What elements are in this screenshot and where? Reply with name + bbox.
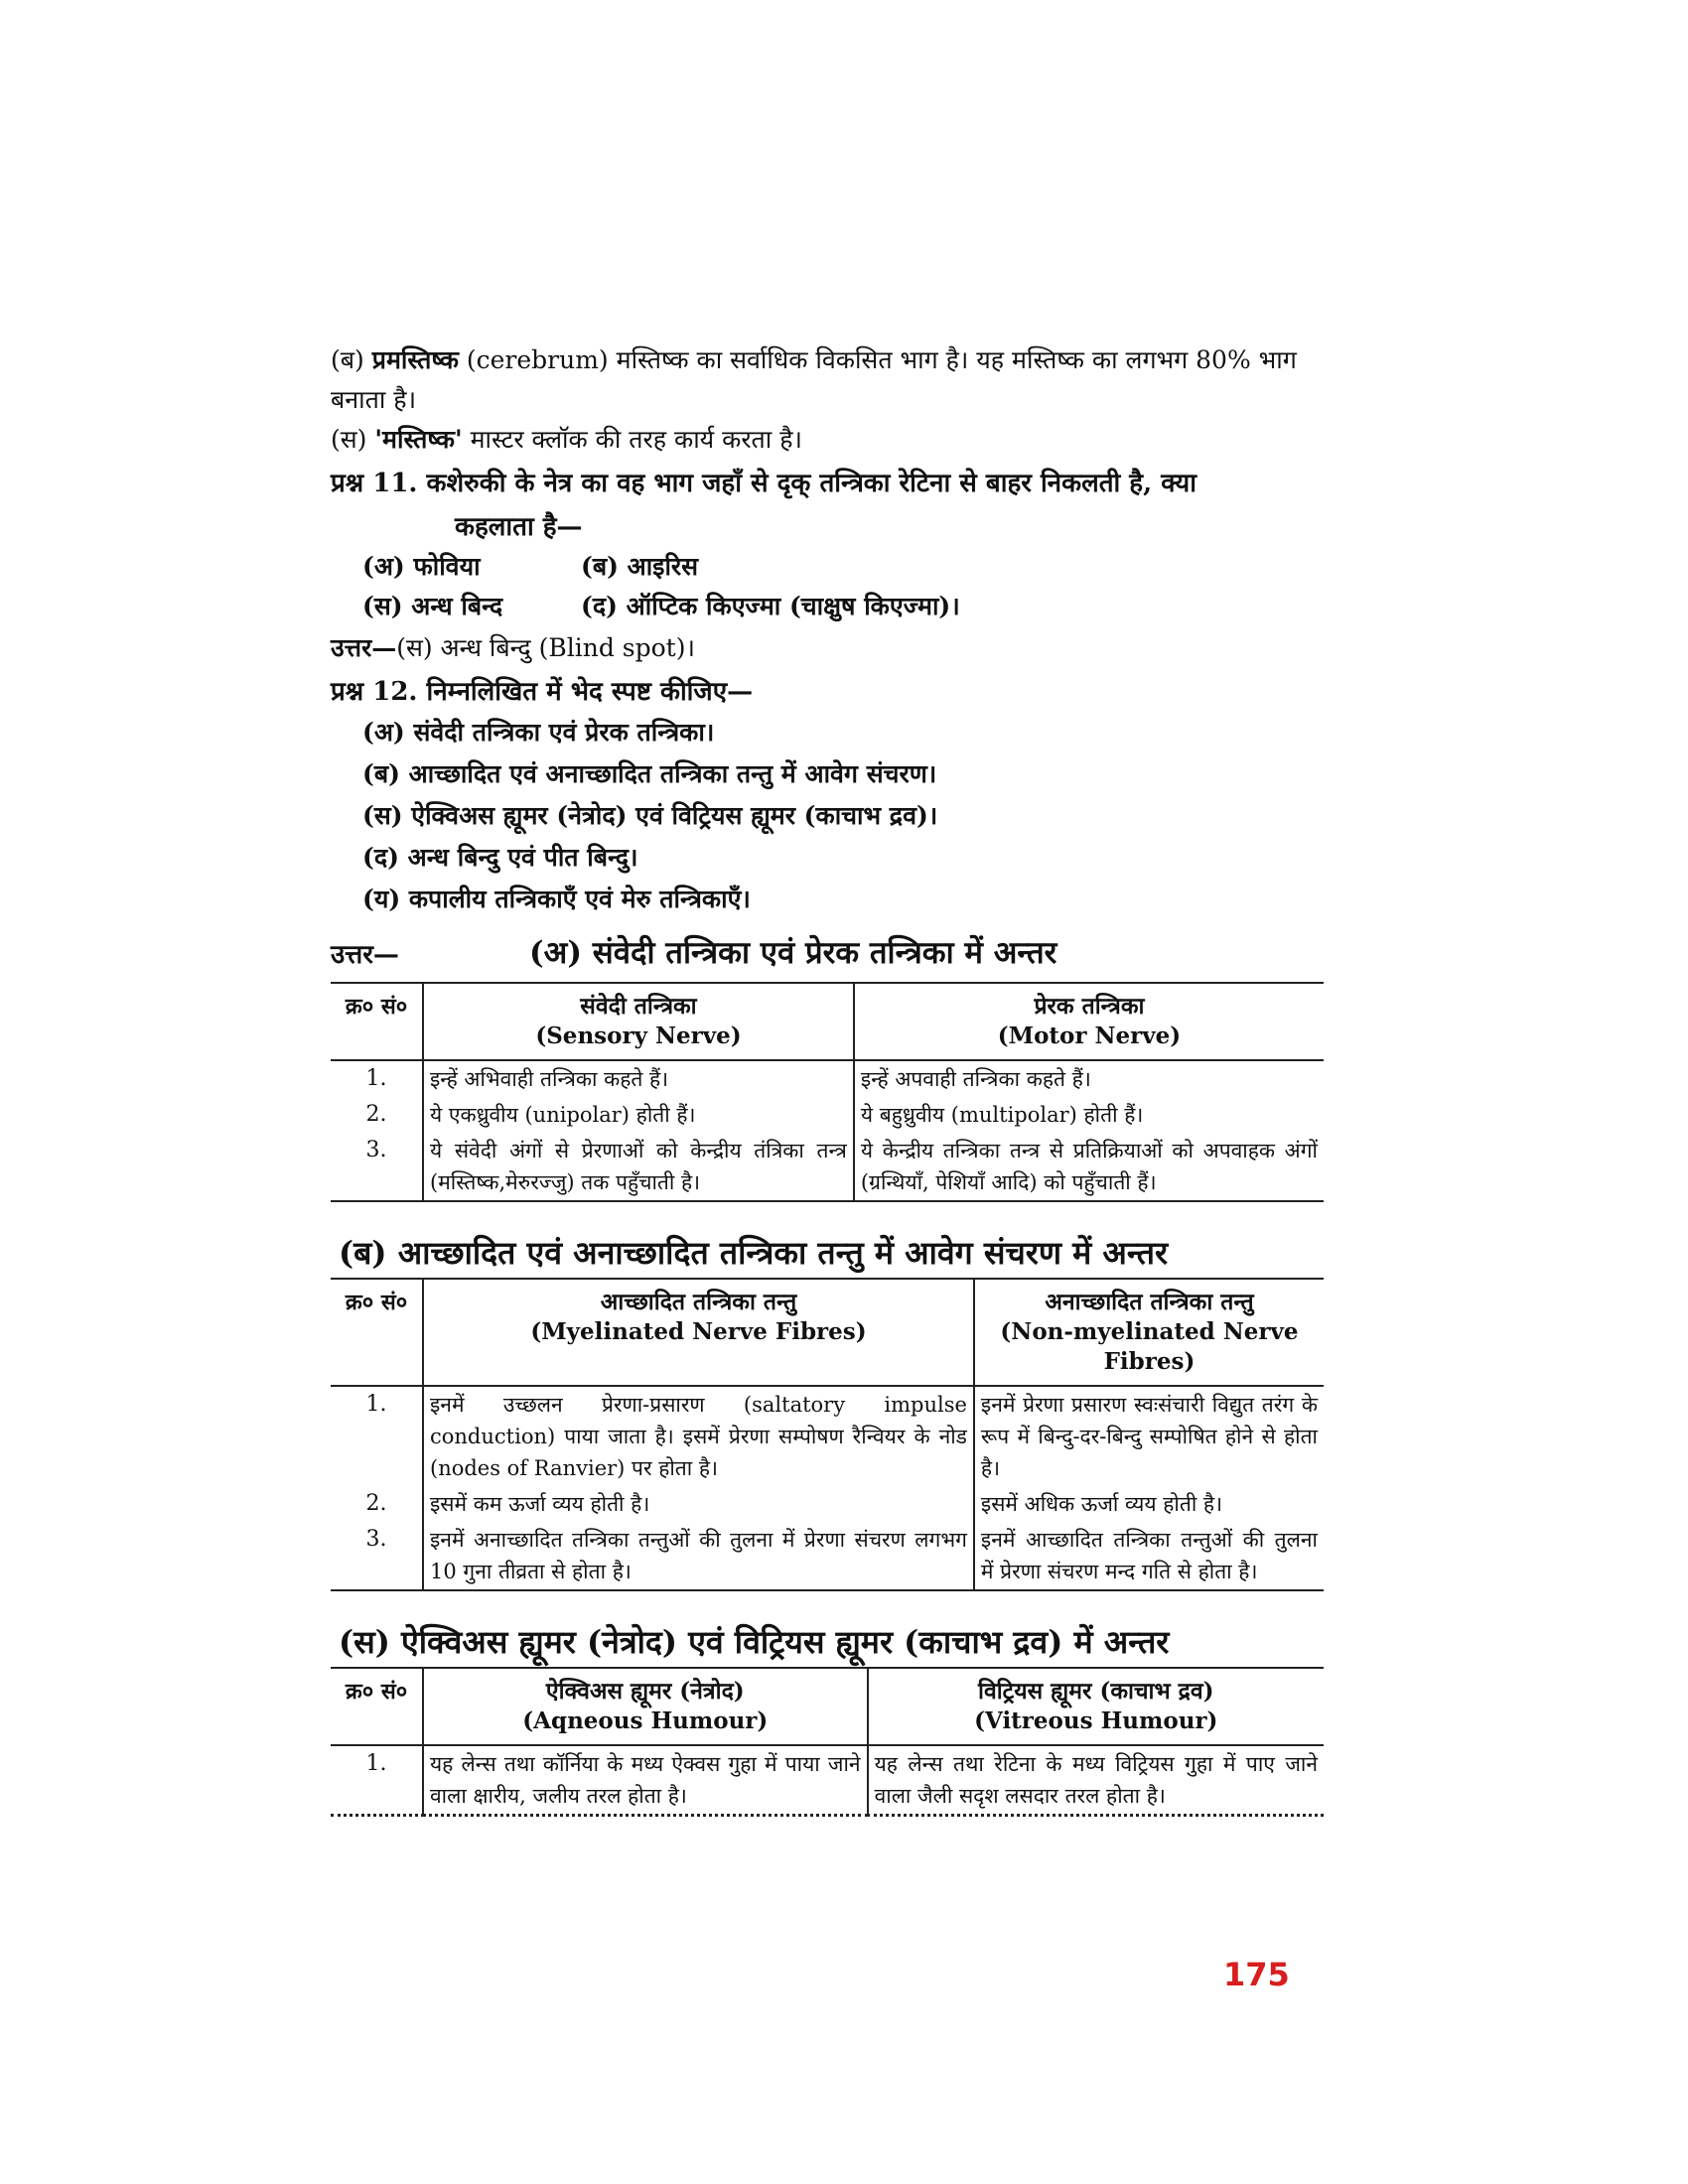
answer-text: (स) अन्ध बिन्दु (Blind spot)। [396, 633, 695, 662]
column-header-2-english: (Vitreous Humour) [974, 1707, 1218, 1734]
question-11 [331, 464, 1324, 503]
option-a: (अ) फोविया [362, 552, 481, 581]
column-header-1-hindi: ऐक्विअस ह्यूमर (नेत्रोद) [545, 1678, 745, 1705]
column-header-2-english: (Motor Nerve) [997, 1023, 1182, 1049]
column-header-2-hindi: प्रेरक तन्त्रिका [1034, 993, 1145, 1020]
q12-item: (ब) आच्छादित एवं अनाच्छादित तन्त्रिका तन्तु में आवेग संचरण। [362, 759, 937, 788]
table-cell: इनमें अनाच्छादित तन्त्रिका तन्तुओं की तुलना में प्रेरणा संचरण लगभग 10 गुना तीव्रता से होता है। [423, 1522, 974, 1590]
table1-title: (अ) संवेदी तन्त्रिका एवं प्रेरक तन्त्रिका में अन्तर [529, 935, 1057, 971]
table-row [331, 1745, 1324, 1816]
table-cell: इन्हें अपवाही तन्त्रिका कहते हैं। [854, 1060, 1324, 1097]
question-11-answer [331, 628, 1324, 668]
intro-b-text: (cerebrum) मस्तिष्क का सर्वाधिक विकसित भाग है। यह मस्तिष्क का लगभग 80% भाग बनाता है। [331, 345, 1297, 414]
serial-cell: 1. [365, 1392, 387, 1417]
serial-header: क्र० सं० [345, 994, 408, 1020]
table-cell: ये संवेदी अंगों से प्रेरणाओं को केन्द्रीय तंत्रिका तन्त्र (मस्तिष्क,मेरुरज्जु) तक पहुँचाती है। [423, 1133, 854, 1201]
comparison-table-1 [331, 982, 1324, 1202]
table-cell: यह लेन्स तथा कॉर्निया के मध्य ऐक्वस गुहा में पाया जाने वाला क्षारीय, जलीय तरल होता है। [423, 1745, 868, 1816]
serial-header: क्र० सं० [345, 1679, 408, 1705]
column-header-1 [423, 1668, 868, 1745]
table-row [331, 1060, 1324, 1097]
column-header-2-hindi: विट्रियस ह्यूमर (काचाभ द्रव) [977, 1678, 1214, 1705]
question-11-label: प्रश्न 11. [331, 469, 418, 498]
question-12 [331, 672, 1324, 712]
table-row [331, 1522, 1324, 1590]
page-number: 175 [1223, 1956, 1290, 1993]
q12-item: (य) कपालीय तन्त्रिकाएँ एवं मेरु तन्त्रिकाएँ। [362, 885, 751, 913]
column-header-2 [854, 983, 1324, 1060]
serial-cell: 1. [365, 1066, 387, 1091]
table-cell: ये बहुध्रुवीय (multipolar) होती हैं। [854, 1097, 1324, 1133]
table-header-row [331, 1668, 1324, 1745]
table1-heading [331, 930, 1324, 978]
q12-item: (अ) संवेदी तन्त्रिका एवं प्रेरक तन्त्रिका। [362, 718, 715, 747]
intro-b-prefix: (ब) [331, 345, 364, 374]
intro-s [331, 420, 1324, 460]
table-cell: इसमें अधिक ऊर्जा व्यय होती है। [974, 1486, 1324, 1522]
column-header-1 [423, 1279, 974, 1386]
column-header-1-english: (Sensory Nerve) [535, 1023, 742, 1049]
table-cell: इन्हें अभिवाही तन्त्रिका कहते हैं। [423, 1060, 854, 1097]
serial-cell: 3. [365, 1527, 387, 1552]
table-cell: ये एकध्रुवीय (unipolar) होती हैं। [423, 1097, 854, 1133]
column-header-1-english: (Myelinated Nerve Fibres) [530, 1318, 867, 1345]
column-header-1-english: (Aqneous Humour) [522, 1707, 769, 1734]
question-12-label: प्रश्न 12. [331, 677, 418, 707]
serial-cell: 1. [365, 1751, 387, 1776]
question-11-line2: कहलाता है— [455, 512, 583, 542]
intro-s-prefix: (स) [331, 425, 367, 454]
comparison-table-2 [331, 1278, 1324, 1591]
q12-item: (द) अन्ध बिन्दु एवं पीत बिन्दु। [362, 843, 638, 872]
intro-b [331, 341, 1324, 420]
table2-title: (ब) आच्छादित एवं अनाच्छादित तन्त्रिका तन्तु में आवेग संचरण में अन्तर [339, 1234, 1169, 1272]
column-header-2 [868, 1668, 1324, 1745]
intro-s-bold: 'मस्तिष्क' [374, 425, 463, 454]
table-row [331, 1133, 1324, 1201]
table-cell: इनमें प्रेरणा प्रसारण स्वःसंचारी विद्युत तरंग के रूप में बिन्दु-दर-बिन्दु सम्पोषित होने से होता है। [974, 1386, 1324, 1486]
serial-cell: 2. [365, 1102, 387, 1127]
table-cell: यह लेन्स तथा रेटिना के मध्य विट्रियस गुहा में पाए जाने वाला जैली सदृश लसदार तरल होता है। [868, 1745, 1324, 1816]
column-header-1-hindi: संवेदी तन्त्रिका [580, 993, 697, 1020]
table-cell: इसमें कम ऊर्जा व्यय होती है। [423, 1486, 974, 1522]
question-11-options-row2 [331, 587, 1324, 626]
option-d: (द) ऑप्टिक किएज्मा (चाक्षुष किएज्मा)। [581, 592, 960, 620]
table-cell: इनमें आच्छादित तन्त्रिका तन्तुओं की तुलना में प्रेरणा संचरण मन्द गति से होता है। [974, 1522, 1324, 1590]
q12-item: (स) ऐक्विअस ह्यूमर (नेत्रोद) एवं विट्रियस ह्यूमर (काचाभ द्रव)। [362, 801, 938, 830]
answer-label: उत्तर— [331, 633, 397, 662]
column-header-2-hindi: अनाच्छादित तन्त्रिका तन्तु [1045, 1289, 1254, 1315]
page-content [331, 341, 1324, 1817]
intro-s-text: मास्टर क्लॉक की तरह कार्य करता है। [470, 425, 802, 454]
option-b: (ब) आइरिस [581, 552, 699, 581]
question-11-line1: कशेरुकी के नेत्र का वह भाग जहाँ से दृक् तन्त्रिका रेटिना से बाहर निकलती है, क्या [426, 469, 1196, 498]
column-header-2-english: (Non-myelinated Nerve Fibres) [1000, 1318, 1299, 1375]
column-header-1 [423, 983, 854, 1060]
table-row [331, 1486, 1324, 1522]
comparison-table-3 [331, 1667, 1324, 1817]
option-c: (स) अन्ध बिन्द [362, 592, 503, 620]
table-cell: ये केन्द्रीय तन्त्रिका तन्त्र से प्रतिक्रियाओं को अपवाहक अंगों (ग्रन्थियाँ, पेशियाँ आदि) को पहुँचाती हैं। [854, 1133, 1324, 1201]
column-header-1-hindi: आच्छादित तन्त्रिका तन्तु [600, 1289, 797, 1315]
question-11-options-row1 [331, 547, 1324, 587]
column-header-2 [974, 1279, 1324, 1386]
table-header-row [331, 1279, 1324, 1386]
question-12-line1: निम्नलिखित में भेद स्पष्ट कीजिए— [426, 677, 754, 707]
table-row [331, 1097, 1324, 1133]
serial-cell: 2. [365, 1491, 387, 1516]
intro-b-bold: प्रमस्तिष्क [371, 345, 459, 374]
table3-title: (स) ऐक्विअस ह्यूमर (नेत्रोद) एवं विट्रियस ह्यूमर (काचाभ द्रव) में अन्तर [339, 1623, 1170, 1661]
serial-header: क्र० सं० [345, 1290, 408, 1315]
serial-cell: 3. [365, 1138, 387, 1162]
answer-label: उत्तर— [331, 940, 399, 970]
table-header-row [331, 983, 1324, 1060]
table-row [331, 1386, 1324, 1486]
table-cell: इनमें उच्छलन प्रेरणा-प्रसारण (saltatory impulse conduction) पाया जाता है। इसमें प्रेरणा सम्पोषण रैन्वियर के नोड (nodes of Ranvier) पर होता है। [423, 1386, 974, 1486]
